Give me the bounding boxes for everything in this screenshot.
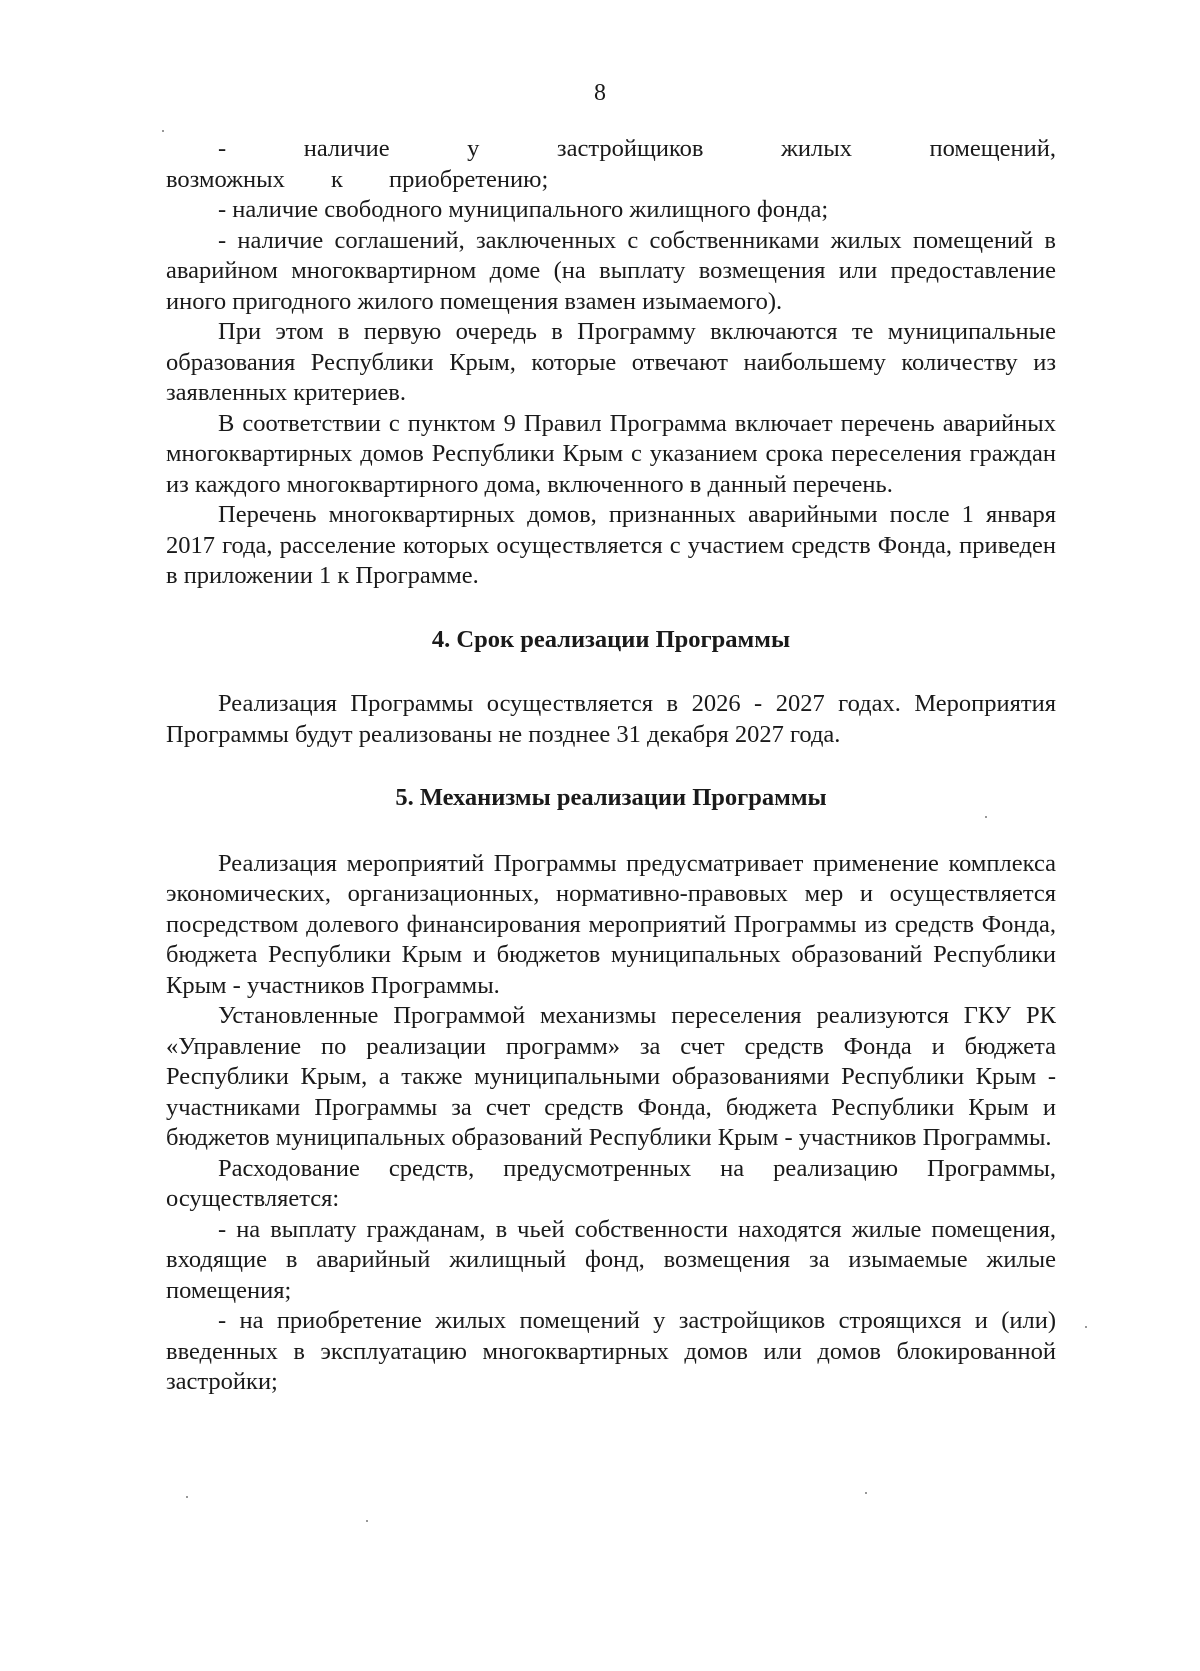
scan-speck — [162, 130, 164, 132]
document-body — [166, 134, 1056, 1398]
scan-speck — [186, 1496, 188, 1498]
paragraph: Реализация мероприятий Программы предусматривает применение комплекса экономических, организационных, нормативно-правовых мер и осуществляется посредством долевого финансирования мероприятий Программы из средств Фонда, бюджета Республики Крым и бюджетов муниципальных образований Республики Крым - участников Программы. — [166, 849, 1056, 999]
section-5 — [166, 849, 1056, 1398]
paragraph: - на приобретение жилых помещений у застройщиков строящихся и (или) введенных в эксплуатацию многоквартирных домов или домов блокированной застройки; — [166, 1307, 1056, 1395]
section-3-tail — [166, 134, 1056, 592]
paragraph: - наличие свободного муниципального жилищного фонда; — [218, 196, 829, 223]
paragraph: Установленные Программой механизмы переселения реализуются ГКУ РК «Управление по реализации программ» за счет средств Фонда и бюджета Республики Крым, а также муниципальными образованиями Республики Крым - участниками Программы за счет средств Фонда, бюджета Республики Крым и бюджетов муниципальных образований Республики Крым - участников Программы. — [166, 1002, 1056, 1151]
scan-speck — [985, 816, 987, 818]
paragraph: Перечень многоквартирных домов, признанных аварийными после 1 января 2017 года, расселение которых осуществляется с участием средств Фонда, приведен в приложении 1 к Программе. — [166, 501, 1056, 589]
scan-speck — [865, 1492, 867, 1494]
paragraph: - на выплату гражданам, в чьей собственности находятся жилые помещения, входящие в аварийный жилищный фонд, возмещения за изымаемые жилые помещения; — [166, 1215, 1056, 1304]
paragraph: - наличие соглашений, заключенных с собственниками жилых помещений в аварийном многоквартирном доме (на выплату возмещения или предоставление иного пригодного жилого помещения взамен изымаемого). — [166, 226, 1056, 315]
page-number: 8 — [594, 80, 606, 106]
paragraph: В соответствии с пунктом 9 Правил Программа включает перечень аварийных многоквартирных домов Республики Крым с указанием срока переселения граждан из каждого многоквартирного дома, включенного в данный перечень. — [166, 409, 1056, 498]
section-heading: 5. Механизмы реализации Программы — [395, 784, 827, 811]
section-4 — [166, 689, 1056, 750]
paragraph: Расходование средств, предусмотренных на реализацию Программы, осуществляется: — [166, 1154, 1056, 1212]
section-heading: 4. Срок реализации Программы — [431, 625, 791, 653]
paragraph: - наличие у застройщиков жилых помещений, возможных к приобретению; — [166, 135, 1056, 193]
paragraph: Реализация Программы осуществляется в 2026 - 2027 годах. Мероприятия Программы будут реализованы не позднее 31 декабря 2027 года. — [166, 690, 1056, 748]
scan-speck — [1085, 1326, 1087, 1328]
paragraph: При этом в первую очередь в Программу включаются те муниципальные образования Республики Крым, которые отвечают наибольшему количеству из заявленных критериев. — [166, 318, 1056, 406]
scan-speck — [366, 1520, 368, 1522]
